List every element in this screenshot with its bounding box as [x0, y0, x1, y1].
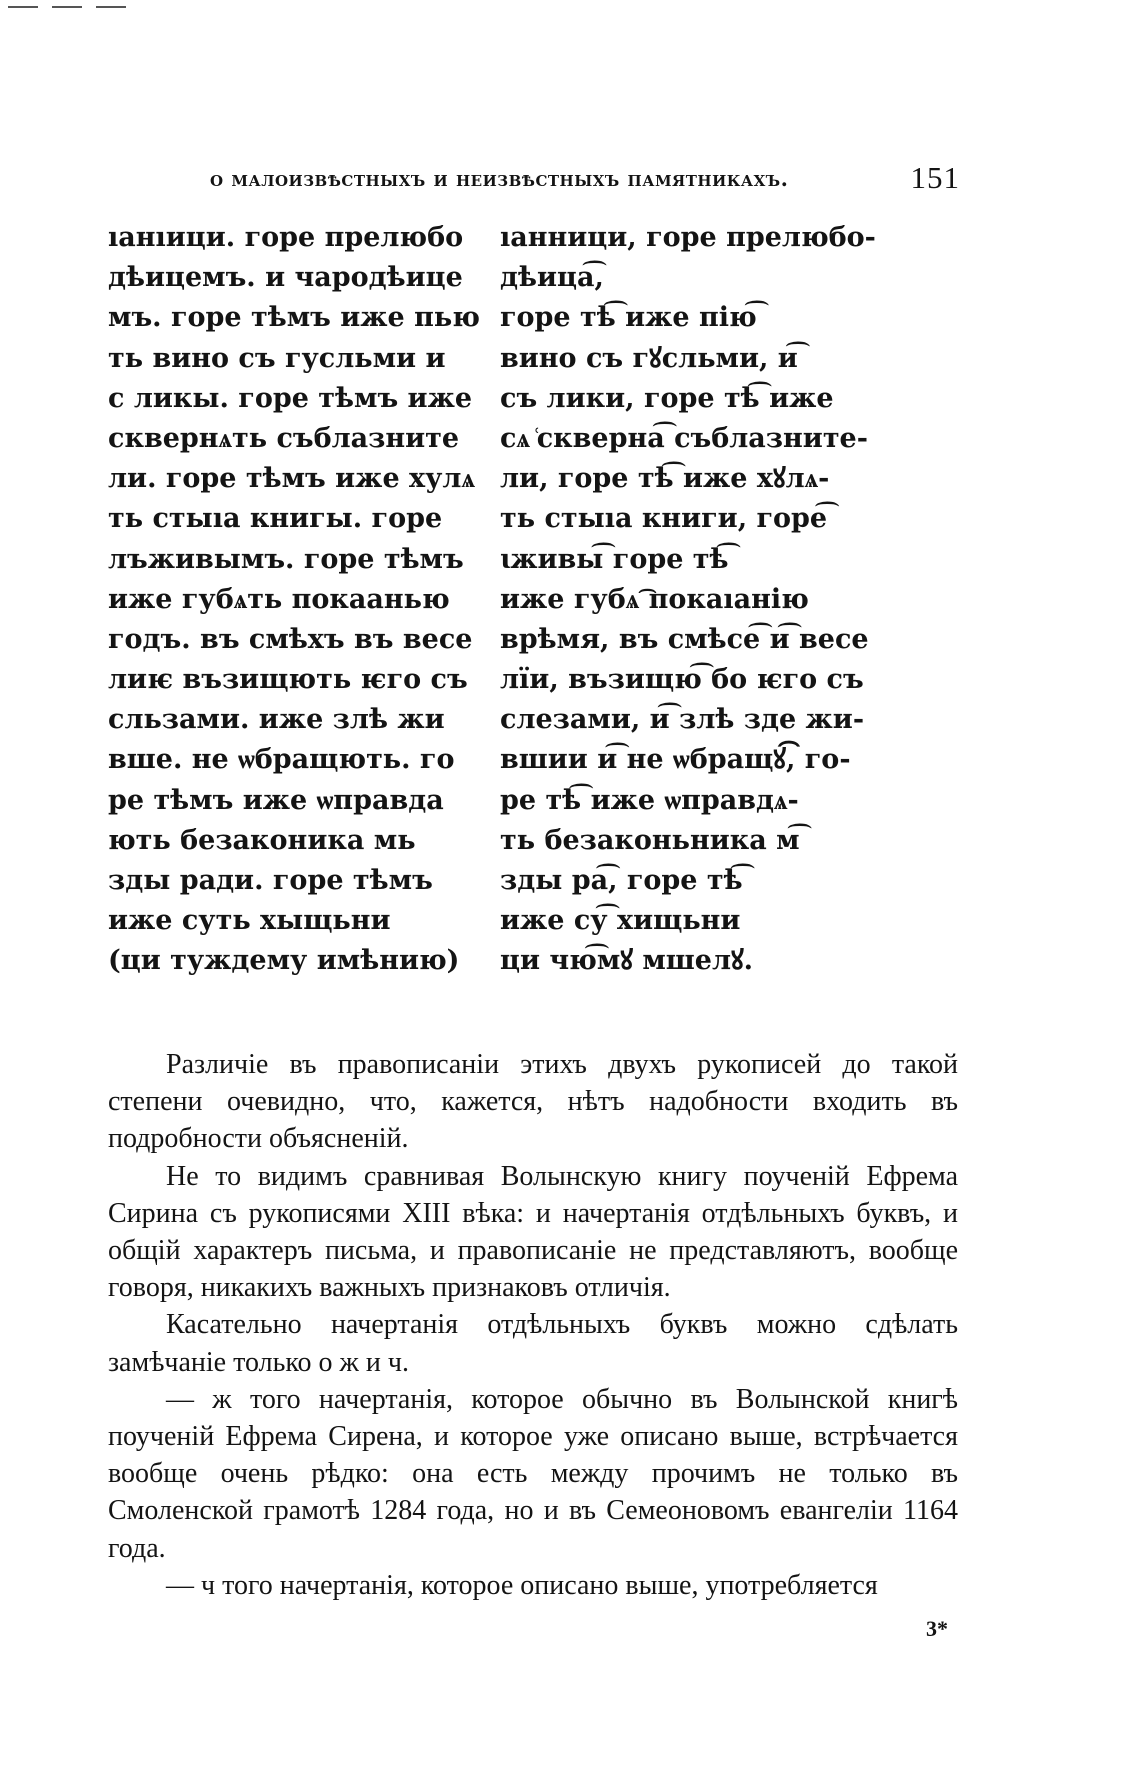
text-line: ıанници, горе прелюбо-	[500, 222, 876, 253]
page-number: 151	[910, 160, 960, 195]
text-line: годъ. въ смѣхъ въ весе	[108, 623, 473, 655]
left-manuscript-column	[108, 218, 480, 982]
text-line: ли, горе тѣ͡ иже хꙋлѧ-	[500, 463, 830, 495]
text-line: ци чю͡мꙋ мшелꙋ.	[500, 945, 754, 977]
text-line: (ци туждему имѣнию)	[108, 945, 460, 977]
text-line: ть стыıа книги, горе͡	[500, 503, 828, 535]
text-line: иже губѧ͡ покаıанію	[500, 583, 809, 615]
text-line: врѣмя, въ смѣсе͡ и͡ весе	[500, 623, 869, 655]
signature-mark: 3*	[926, 1616, 948, 1641]
text-line: ть вино съ гусльми и	[108, 342, 446, 374]
text-line: зды ради. горе тѣмъ	[108, 865, 433, 896]
parallel-texts	[0, 218, 1140, 998]
text-line: иже губѧть покаанью	[108, 583, 450, 615]
body-paragraph: Различіе въ правописаніи этихъ двухъ рукописей до такой степени очевидно, что, кажется, нѣтъ надобности входить въ подробности объясненій.	[108, 1049, 958, 1155]
running-header	[210, 160, 960, 196]
right-manuscript-column	[500, 218, 876, 982]
text-line: ıанıици. горе прелюбо	[108, 222, 464, 253]
text-line: ре тѣ͡ иже ѡправдѧ-	[500, 784, 799, 816]
text-line: лъживымъ. горе тѣмъ	[108, 543, 464, 575]
text-line: слезами, и͡ злѣ зде жи-	[500, 704, 865, 736]
text-line: ть стыıа книгы. горе	[108, 503, 443, 535]
text-line: сквернѧть съблазните	[108, 422, 460, 454]
text-line: лїи, възищю͡ бо ѥго съ	[500, 664, 864, 696]
text-line: лиѥ възищють ѥго съ	[108, 664, 468, 696]
text-line: вшии и͡ не ѡбращꙋ͡, го-	[500, 744, 851, 776]
text-line: с ликы. горе тѣмъ иже	[108, 382, 473, 414]
text-line: дѣица͡,	[500, 262, 604, 294]
text-line: дѣицемъ. и чародѣице	[108, 262, 463, 294]
text-line: ꙇживы͡ горе тѣ͡	[500, 543, 729, 575]
body-paragraph: Касательно начертанія отдѣльныхъ буквъ можно сдѣлать замѣчаніе только о ж и ч.	[108, 1309, 958, 1378]
text-line: съ лики, горе тѣ͡ иже	[500, 382, 834, 414]
body-paragraph: — ж того начертанія, которое обычно въ Волынской книгѣ поученій Ефрема Сирена, и которое уже описано выше, встрѣчается вообще очень рѣдко: она есть между прочимъ не только въ Смоленской грамотѣ 1284 года, но и въ Семеоновомъ евангеліи 1164 года.	[108, 1383, 958, 1564]
body-paragraph: Не то видимъ сравнивая Волынскую книгу поученій Ефрема Сирина съ рукописями XIII вѣка: и начертанія отдѣльныхъ буквъ, и общій характеръ письма, и правописаніе не представляютъ, вообще говоря, никакихъ важныхъ признаковъ отличія.	[108, 1160, 958, 1304]
text-line: иже су͡ хищьни	[500, 905, 741, 937]
body-text	[108, 1046, 958, 1604]
text-line: сльзами. иже злѣ жи	[108, 704, 445, 736]
text-line: ли. горе тѣмъ иже хулѧ	[108, 463, 475, 495]
text-line: вше. не ѡбращють. го	[108, 744, 455, 776]
body-paragraph: — ч того начертанія, которое описано выше, употребляется	[166, 1569, 878, 1601]
text-line: мъ. горе тѣмъ иже пью	[108, 302, 480, 334]
text-line: иже суть хыщьни	[108, 905, 391, 937]
text-line: сѧ ͑скверна͡ съблазните-	[500, 422, 868, 454]
text-line: горе тѣ͡ иже пію͡	[500, 302, 757, 334]
text-line: ть безаконьника м͡	[500, 824, 800, 856]
running-title: о малоизвѣстныхъ и неизвѣстныхъ памятникахъ.	[210, 166, 789, 191]
text-line: зды ра͡, горе тѣ͡	[500, 865, 743, 896]
scan-edge-mark	[8, 6, 140, 8]
text-line: ють безаконика мь	[108, 824, 416, 856]
text-line: вино съ гꙋсльми, и͡	[500, 342, 798, 374]
text-line: ре тѣмъ иже ѡправда	[108, 784, 444, 816]
